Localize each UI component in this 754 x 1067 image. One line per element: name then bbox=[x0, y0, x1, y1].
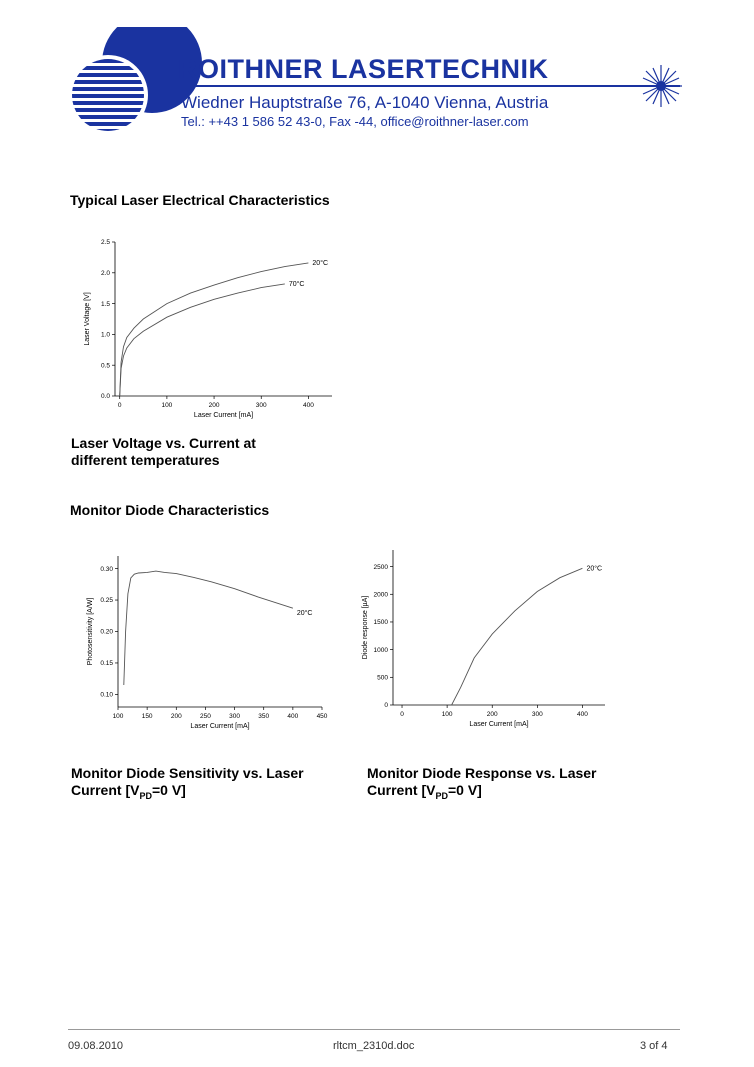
company-name: ROITHNER LASERTECHNIK bbox=[178, 54, 549, 84]
y-tick-label: 0.0 bbox=[100, 393, 110, 401]
y-axis-label: Laser Voltage [V] bbox=[84, 292, 91, 346]
voltage-caption-line1: Laser Voltage vs. Current at bbox=[71, 435, 256, 451]
company-address: Wiedner Hauptstraße 76, A-1040 Vienna, Austria bbox=[181, 93, 549, 112]
y-tick-label: 2500 bbox=[373, 563, 388, 571]
y-tick-label: 0.30 bbox=[100, 565, 113, 573]
x-tick-label: 350 bbox=[258, 713, 270, 720]
sensitivity-caption bbox=[71, 765, 304, 805]
series-label: 70°C bbox=[288, 280, 305, 288]
series-line bbox=[120, 284, 285, 396]
y-tick-label: 2.5 bbox=[100, 239, 110, 247]
company-contact: Tel.: ++43 1 586 52 43-0, Fax -44, office@roithner-laser.com bbox=[181, 114, 529, 129]
x-tick-label: 150 bbox=[141, 713, 153, 720]
y-tick-label: 0.15 bbox=[100, 660, 113, 668]
y-tick-label: 1.0 bbox=[100, 331, 110, 339]
series-label: 20°C bbox=[296, 610, 313, 618]
x-tick-label: 200 bbox=[486, 711, 498, 718]
y-tick-label: 0.10 bbox=[100, 691, 113, 699]
x-axis-label: Laser Current [mA] bbox=[193, 412, 254, 419]
footer-date: 09.08.2010 bbox=[68, 1040, 124, 1052]
x-tick-label: 300 bbox=[229, 713, 241, 720]
x-tick-label: 0 bbox=[117, 402, 122, 409]
y-tick-label: 1500 bbox=[373, 619, 388, 627]
x-axis-label: Laser Current [mA] bbox=[190, 723, 250, 730]
voltage-current-chart bbox=[80, 230, 350, 425]
y-tick-label: 2000 bbox=[373, 591, 388, 599]
x-tick-label: 400 bbox=[287, 713, 299, 720]
y-tick-label: 1000 bbox=[373, 646, 388, 654]
series-label: 20°C bbox=[312, 259, 329, 267]
x-tick-label: 100 bbox=[112, 713, 124, 720]
y-tick-label: 500 bbox=[377, 674, 388, 682]
x-axis-label: Laser Current [mA] bbox=[469, 721, 529, 728]
voltage-caption bbox=[71, 435, 256, 469]
photosensitivity-chart bbox=[80, 546, 340, 738]
y-tick-label: 0.20 bbox=[100, 628, 113, 636]
sensitivity-caption-line1: Monitor Diode Sensitivity vs. Laser bbox=[71, 765, 304, 781]
response-caption bbox=[367, 765, 597, 805]
x-tick-label: 400 bbox=[302, 402, 314, 409]
x-tick-label: 450 bbox=[316, 713, 328, 720]
voltage-caption-line2: different temperatures bbox=[71, 452, 220, 468]
y-tick-label: 0.25 bbox=[100, 597, 113, 605]
letterhead bbox=[70, 27, 690, 137]
y-tick-label: 0 bbox=[384, 702, 388, 710]
section-title-monitor: Monitor Diode Characteristics bbox=[70, 502, 270, 518]
series-line bbox=[452, 568, 583, 705]
series-line bbox=[124, 571, 293, 685]
y-axis-label: Photosensitivity [A/W] bbox=[87, 597, 94, 666]
footer-divider bbox=[68, 1029, 680, 1030]
diode-response-chart bbox=[353, 544, 615, 738]
y-axis-label: Diode response [µA] bbox=[362, 595, 369, 660]
x-tick-label: 250 bbox=[199, 713, 211, 720]
x-tick-label: 300 bbox=[255, 402, 267, 409]
footer-filename: rltcm_2310d.doc bbox=[333, 1040, 415, 1052]
y-tick-label: 0.5 bbox=[100, 362, 110, 370]
response-caption-line2: Current [$V_{PD}=0$ V] bbox=[367, 782, 482, 801]
x-tick-label: 100 bbox=[161, 402, 173, 409]
section-title-electrical: Typical Laser Electrical Characteristics bbox=[70, 192, 330, 208]
footer-page: 3 of 4 bbox=[640, 1040, 668, 1052]
y-tick-label: 1.5 bbox=[100, 300, 110, 308]
response-caption-line1: Monitor Diode Response vs. Laser bbox=[367, 765, 597, 781]
x-tick-label: 300 bbox=[531, 711, 543, 718]
x-tick-label: 200 bbox=[208, 402, 220, 409]
y-tick-label: 2.0 bbox=[100, 270, 110, 277]
x-tick-label: 0 bbox=[400, 711, 404, 718]
series-line bbox=[120, 263, 309, 396]
x-tick-label: 200 bbox=[170, 713, 182, 720]
sensitivity-caption-line2: Current [$V_{PD}=0$ V] bbox=[71, 782, 186, 801]
series-label: 20°C bbox=[586, 565, 603, 573]
x-tick-label: 400 bbox=[577, 711, 588, 718]
x-tick-label: 100 bbox=[441, 711, 453, 718]
